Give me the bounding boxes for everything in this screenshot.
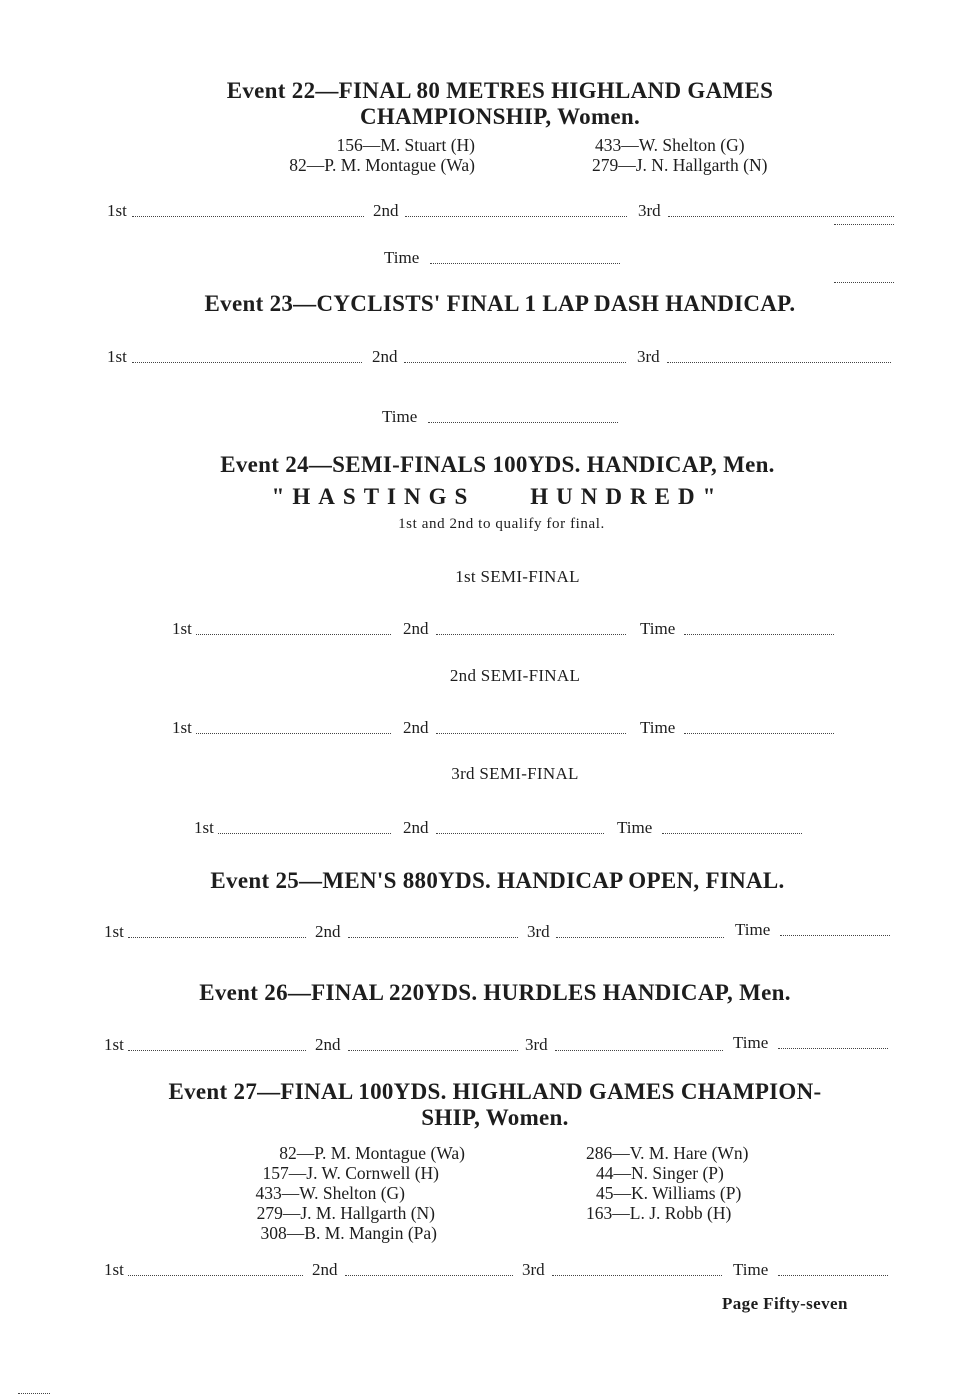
entry-item: 82—P. M. Montague (Wa) bbox=[279, 1143, 465, 1163]
time-label: Time bbox=[733, 1033, 769, 1052]
second-place-label: 2nd bbox=[373, 201, 399, 220]
time-label: Time bbox=[640, 619, 676, 638]
time-field[interactable] bbox=[684, 634, 834, 635]
entry-item: 163—L. J. Robb (H) bbox=[586, 1203, 732, 1223]
first-place-label: 1st bbox=[107, 347, 127, 366]
first-place-field[interactable] bbox=[128, 1050, 306, 1051]
first-place-label: 1st bbox=[194, 818, 214, 837]
entry-item: 156—M. Stuart (H) bbox=[336, 135, 475, 155]
entry-list-right bbox=[586, 1143, 749, 1223]
event-23-title: Event 23—CYCLISTS' FINAL 1 LAP DASH HANDICAP. bbox=[204, 291, 796, 316]
event-25-title: Event 25—MEN'S 880YDS. HANDICAP OPEN, FINAL. bbox=[210, 868, 785, 893]
second-place-label: 2nd bbox=[312, 1260, 338, 1279]
second-place-label: 2nd bbox=[403, 619, 429, 638]
first-place-field[interactable] bbox=[196, 733, 391, 734]
entry-item: 82—P. M. Montague (Wa) bbox=[289, 155, 475, 175]
time-label: Time bbox=[617, 818, 653, 837]
semi-final-label: 1st SEMI-FINAL bbox=[455, 567, 580, 586]
page-number: Page Fifty-seven bbox=[722, 1294, 848, 1313]
semi-final-label: 2nd SEMI-FINAL bbox=[449, 666, 581, 685]
entry-item: 157—J. W. Cornwell (H) bbox=[262, 1163, 439, 1183]
ruled-line bbox=[834, 282, 894, 283]
second-place-label: 2nd bbox=[315, 922, 341, 941]
time-field[interactable] bbox=[428, 422, 618, 423]
entry-item: 279—J. M. Hallgarth (N) bbox=[256, 1203, 435, 1223]
time-field[interactable] bbox=[778, 1275, 888, 1276]
second-place-field[interactable] bbox=[345, 1275, 513, 1276]
event-22-title-line1: Event 22—FINAL 80 METRES HIGHLAND GAMES bbox=[226, 78, 774, 103]
third-place-label: 3rd bbox=[637, 347, 660, 366]
first-place-field[interactable] bbox=[128, 937, 306, 938]
entry-item: 45—K. Williams (P) bbox=[596, 1183, 742, 1203]
time-field[interactable] bbox=[684, 733, 834, 734]
semi-final-label: 3rd SEMI-FINAL bbox=[451, 764, 579, 783]
second-place-field[interactable] bbox=[436, 634, 626, 635]
third-place-label: 3rd bbox=[522, 1260, 545, 1279]
event-26-title: Event 26—FINAL 220YDS. HURDLES HANDICAP, Men. bbox=[199, 980, 791, 1005]
third-place-field[interactable] bbox=[552, 1275, 722, 1276]
entry-item: 433—W. Shelton (G) bbox=[595, 135, 745, 155]
entry-list-left bbox=[200, 135, 475, 175]
event-24-title: Event 24—SEMI-FINALS 100YDS. HANDICAP, Men. bbox=[220, 452, 775, 477]
first-place-label: 1st bbox=[107, 201, 127, 220]
first-place-label: 1st bbox=[104, 922, 124, 941]
entry-list-right bbox=[592, 135, 767, 175]
first-place-field[interactable] bbox=[218, 833, 391, 834]
third-place-label: 3rd bbox=[527, 922, 550, 941]
third-place-field[interactable] bbox=[668, 216, 894, 217]
time-field[interactable] bbox=[778, 1048, 888, 1049]
second-place-field[interactable] bbox=[404, 362, 626, 363]
first-place-label: 1st bbox=[104, 1035, 124, 1054]
event-24-subtitle: "HASTINGS HUNDRED" bbox=[271, 484, 724, 509]
second-place-label: 2nd bbox=[403, 718, 429, 737]
time-label: Time bbox=[640, 718, 676, 737]
ruled-line bbox=[834, 224, 894, 225]
first-place-label: 1st bbox=[104, 1260, 124, 1279]
second-place-field[interactable] bbox=[348, 937, 518, 938]
third-place-field[interactable] bbox=[667, 362, 891, 363]
time-field[interactable] bbox=[430, 263, 620, 264]
first-place-field[interactable] bbox=[196, 634, 391, 635]
entry-item: 279—J. N. Hallgarth (N) bbox=[592, 155, 768, 175]
time-field[interactable] bbox=[780, 935, 890, 936]
ruled-line bbox=[18, 1393, 50, 1394]
entry-item: 44—N. Singer (P) bbox=[596, 1163, 724, 1183]
event-27-title-line2: SHIP, Women. bbox=[421, 1105, 569, 1130]
entry-list-left bbox=[190, 1143, 465, 1243]
second-place-label: 2nd bbox=[372, 347, 398, 366]
third-place-field[interactable] bbox=[556, 937, 724, 938]
qualify-note: 1st and 2nd to qualify for final. bbox=[398, 516, 605, 532]
time-label: Time bbox=[384, 248, 420, 267]
third-place-label: 3rd bbox=[525, 1035, 548, 1054]
third-place-field[interactable] bbox=[555, 1050, 723, 1051]
entry-item: 433—W. Shelton (G) bbox=[255, 1183, 405, 1203]
second-place-field[interactable] bbox=[436, 733, 626, 734]
time-label: Time bbox=[382, 407, 418, 426]
first-place-field[interactable] bbox=[132, 362, 362, 363]
first-place-label: 1st bbox=[172, 718, 192, 737]
entry-item: 308—B. M. Mangin (Pa) bbox=[260, 1223, 437, 1243]
second-place-field[interactable] bbox=[436, 833, 604, 834]
time-label: Time bbox=[733, 1260, 769, 1279]
time-label: Time bbox=[735, 920, 771, 939]
third-place-label: 3rd bbox=[638, 201, 661, 220]
second-place-label: 2nd bbox=[403, 818, 429, 837]
event-27-title-line1: Event 27—FINAL 100YDS. HIGHLAND GAMES CHAMPION- bbox=[168, 1079, 822, 1104]
second-place-field[interactable] bbox=[348, 1050, 518, 1051]
event-22-title-line2: CHAMPIONSHIP, Women. bbox=[359, 104, 641, 129]
first-place-label: 1st bbox=[172, 619, 192, 638]
first-place-field[interactable] bbox=[132, 216, 364, 217]
first-place-field[interactable] bbox=[128, 1275, 303, 1276]
entry-item: 286—V. M. Hare (Wn) bbox=[586, 1143, 749, 1163]
time-field[interactable] bbox=[662, 833, 802, 834]
second-place-field[interactable] bbox=[405, 216, 627, 217]
second-place-label: 2nd bbox=[315, 1035, 341, 1054]
